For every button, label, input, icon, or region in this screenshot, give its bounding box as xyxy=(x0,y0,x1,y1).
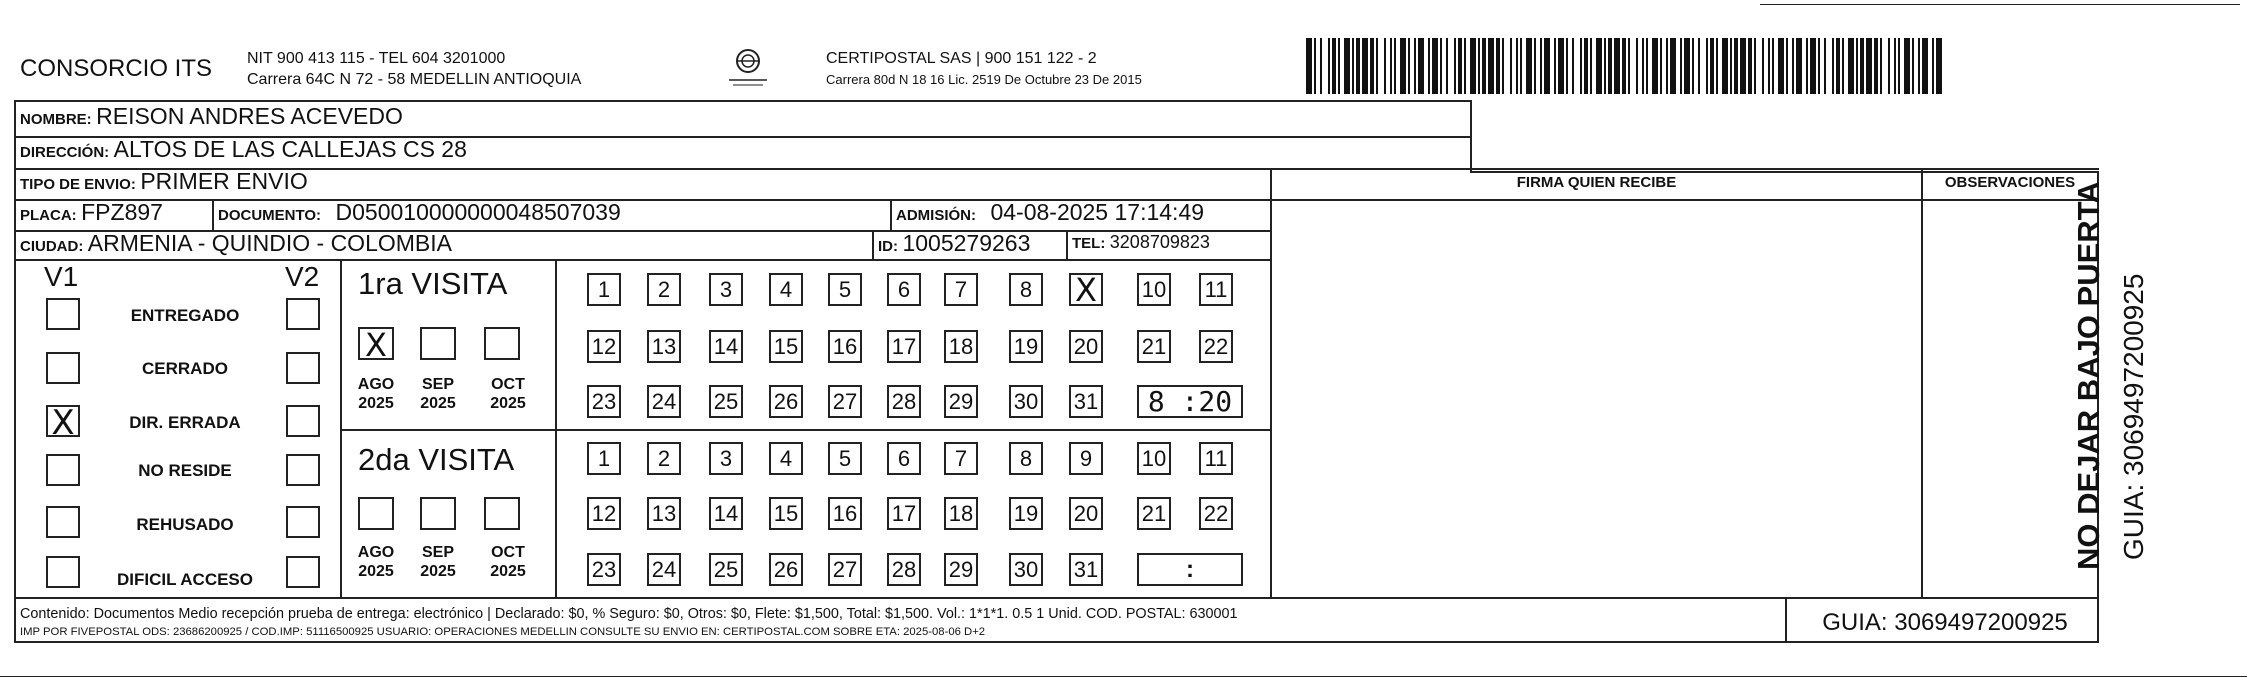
visit1-day-box[interactable] xyxy=(828,385,862,418)
v2-rehusado-checkbox[interactable] xyxy=(286,506,320,538)
day-number: 21 xyxy=(1141,334,1167,359)
visit2-month-ago-label xyxy=(346,543,406,581)
day-number: 11 xyxy=(1204,446,1228,471)
status-divider xyxy=(340,259,342,597)
visit2-day-box[interactable] xyxy=(1069,553,1103,586)
tel-divider xyxy=(1066,230,1068,260)
day-number: 27 xyxy=(832,557,858,582)
day-number: 21 xyxy=(1141,501,1167,526)
admission-value: 04-08-2025 17:14:49 xyxy=(990,199,1205,225)
visit1-day-box[interactable] xyxy=(1199,273,1233,306)
visit2-day-box[interactable] xyxy=(1009,497,1043,530)
address-label: DIRECCIÓN: xyxy=(20,144,110,161)
id-row xyxy=(878,230,1030,257)
v1-dificil-acceso-checkbox[interactable] xyxy=(46,556,80,588)
visit1-month-ago-box[interactable] xyxy=(358,326,394,364)
barcode xyxy=(1306,38,1942,94)
month-name: OCT xyxy=(491,376,525,393)
visit2-time-value: : xyxy=(1186,556,1194,583)
frame-top xyxy=(14,100,1470,102)
v2-dificil-acceso-checkbox[interactable] xyxy=(286,556,320,588)
footer-contents: Contenido: Documentos Medio recepción prueba de entrega: electrónico | Declarado: $0, % Seguro: $0, Otros: $0, Flete: $1,500, Total: $1,500. Vol.: 1*1*1. 0.5 1 Unid. COD. POSTAL: 630001 xyxy=(20,606,1238,622)
visit2-day-box[interactable] xyxy=(828,497,862,530)
certipostal-logo-icon xyxy=(723,46,773,90)
day-number: 23 xyxy=(591,557,617,582)
visit1-day-box[interactable] xyxy=(1137,330,1171,363)
company-name: CONSORCIO ITS xyxy=(20,55,213,82)
day-number: 2 xyxy=(657,446,671,471)
row-line-2 xyxy=(14,168,2099,170)
visit1-day-box[interactable] xyxy=(647,273,681,306)
visit1-day-box[interactable] xyxy=(587,273,621,306)
visit1-day-box[interactable] xyxy=(1069,271,1103,309)
month-mark: X xyxy=(365,326,387,364)
visit2-title: 2da VISITA xyxy=(358,442,515,477)
day-number: 8 xyxy=(1019,446,1033,471)
day-number: 17 xyxy=(891,334,917,359)
frame-step xyxy=(1470,171,2099,173)
day-number: 19 xyxy=(1013,501,1039,526)
day-number: 28 xyxy=(891,557,917,582)
status-option-label: NO RESIDE xyxy=(138,461,232,480)
day-number: 14 xyxy=(713,334,739,359)
v2-entregado-checkbox[interactable] xyxy=(286,298,320,330)
visit1-day-box[interactable] xyxy=(1137,273,1171,306)
visit1-day-box[interactable] xyxy=(769,330,803,363)
visit2-month-oct-box[interactable] xyxy=(484,497,520,530)
day-number: 22 xyxy=(1203,501,1229,526)
carrier-name: CERTIPOSTAL SAS | 900 151 122 - 2 xyxy=(826,50,1097,67)
month-year: 2025 xyxy=(358,395,394,412)
visit2-day-box[interactable] xyxy=(1069,442,1103,475)
visit1-month-ago-label xyxy=(346,375,406,413)
day-number: 6 xyxy=(897,446,911,471)
v2-label: V2 xyxy=(285,261,320,292)
side-guia: GUIA: 3069497200925 xyxy=(2118,273,2149,560)
visit2-day-box[interactable] xyxy=(1069,497,1103,530)
address-row xyxy=(20,136,467,163)
admission-row xyxy=(896,199,1204,226)
footer-guia-divider xyxy=(1785,597,1787,643)
day-number: 22 xyxy=(1203,334,1229,359)
visit1-month-sep-label xyxy=(408,375,468,413)
v2-no-reside-checkbox[interactable] xyxy=(286,454,320,486)
visit1-month-oct-box[interactable] xyxy=(484,327,520,360)
v2-dir-errada-checkbox[interactable] xyxy=(286,405,320,437)
tel-row xyxy=(1072,232,1210,253)
day-number: 26 xyxy=(773,557,799,582)
id-value: 1005279263 xyxy=(902,230,1031,256)
day-number: 11 xyxy=(1204,277,1228,302)
id-divider xyxy=(872,230,874,260)
day-number: 4 xyxy=(779,446,793,471)
visit2-day-box[interactable] xyxy=(944,442,978,475)
visit2-day-box[interactable] xyxy=(769,497,803,530)
day-number: 12 xyxy=(591,501,617,526)
day-number: 13 xyxy=(651,501,677,526)
day-number: 29 xyxy=(948,389,974,414)
company-address: Carrera 64C N 72 - 58 MEDELLIN ANTIOQUIA xyxy=(247,71,582,88)
visit2-day-box[interactable] xyxy=(769,442,803,475)
status-option-label: DIFICIL ACCESO xyxy=(116,570,253,589)
visit1-title: 1ra VISITA xyxy=(358,266,508,301)
tel-label: TEL: xyxy=(1072,235,1106,252)
visit2-month-sep-box[interactable] xyxy=(420,497,456,530)
document-value: D050010000000048507039 xyxy=(335,199,621,225)
visit1-day-box[interactable] xyxy=(887,330,921,363)
visit1-day-box[interactable] xyxy=(887,273,921,306)
day-number: 24 xyxy=(651,557,677,582)
v2-cerrado-checkbox[interactable] xyxy=(286,352,320,384)
visit1-day-box[interactable] xyxy=(647,330,681,363)
recipient-name: REISON ANDRES ACEVEDO xyxy=(96,103,403,129)
plate-value: FPZ897 xyxy=(81,199,163,225)
status-option-label: ENTREGADO xyxy=(130,306,240,325)
day-number: 14 xyxy=(713,501,739,526)
day-number: 17 xyxy=(891,501,917,526)
visit2-day-box[interactable] xyxy=(887,553,921,586)
day-mark: X xyxy=(1075,271,1097,309)
plate-row xyxy=(20,199,163,226)
visit2-day-box[interactable] xyxy=(709,442,743,475)
status-option-label: DIR. ERRADA xyxy=(129,413,241,432)
v1-dir-errada-checkbox[interactable] xyxy=(46,403,80,443)
v1-cerrado-checkbox[interactable] xyxy=(46,352,80,384)
visit2-month-ago-box[interactable] xyxy=(358,497,394,530)
day-number: 24 xyxy=(651,389,677,414)
day-number: 18 xyxy=(948,334,974,359)
day-number: 16 xyxy=(832,334,858,359)
side-notice: NO DEJAR BAJO PUERTA xyxy=(2071,181,2106,570)
day-number: 20 xyxy=(1073,501,1099,526)
status-option-label: REHUSADO xyxy=(136,515,234,534)
visit2-day-box[interactable] xyxy=(828,442,862,475)
day-number: 18 xyxy=(948,501,974,526)
v1-no-reside-checkbox[interactable] xyxy=(46,454,80,486)
day-number: 29 xyxy=(948,557,974,582)
visit1-day-box[interactable] xyxy=(1009,330,1043,363)
visit1-day-box[interactable] xyxy=(944,273,978,306)
day-number: 1 xyxy=(597,446,611,471)
day-number: 10 xyxy=(1141,446,1167,471)
visit1-day-box[interactable] xyxy=(1069,385,1103,418)
check-mark: X xyxy=(51,403,75,443)
visit1-day-box[interactable] xyxy=(1009,273,1043,306)
visit2-day-box[interactable] xyxy=(709,497,743,530)
visit2-month-sep-label xyxy=(408,543,468,581)
day-number: 25 xyxy=(713,557,739,582)
top-edge-line xyxy=(1760,4,2240,5)
visit1-day-box[interactable] xyxy=(587,385,621,418)
month-name: SEP xyxy=(421,376,454,393)
visit1-day-box[interactable] xyxy=(1009,385,1043,418)
month-name: OCT xyxy=(491,544,525,561)
admission-divider xyxy=(890,199,892,231)
visit2-day-box[interactable] xyxy=(769,553,803,586)
frame-left xyxy=(14,100,16,643)
visit1-day-box[interactable] xyxy=(709,330,743,363)
shipment-type: PRIMER ENVIO xyxy=(140,168,308,194)
tel-value: 3208709823 xyxy=(1109,232,1210,252)
day-number: 9 xyxy=(1079,446,1093,471)
visit2-day-box[interactable] xyxy=(587,442,621,475)
visit2-day-box[interactable] xyxy=(887,497,921,530)
visit2-day-box[interactable] xyxy=(709,553,743,586)
visit1-day-box[interactable] xyxy=(709,385,743,418)
day-number: 27 xyxy=(832,389,858,414)
day-number: 30 xyxy=(1013,557,1039,582)
cut-line xyxy=(0,676,2247,677)
observations-divider xyxy=(1921,168,1923,597)
visit2-day-box[interactable] xyxy=(587,497,621,530)
signature-divider xyxy=(1270,168,1272,597)
day-number: 16 xyxy=(832,501,858,526)
visit2-day-box[interactable] xyxy=(1137,497,1171,530)
visit1-day-box[interactable] xyxy=(769,385,803,418)
visit1-day-box[interactable] xyxy=(647,385,681,418)
name-label: NOMBRE: xyxy=(20,111,92,128)
visit1-day-box[interactable] xyxy=(587,330,621,363)
visit1-day-box[interactable] xyxy=(944,330,978,363)
day-number: 23 xyxy=(591,389,617,414)
visit1-day-box[interactable] xyxy=(944,385,978,418)
month-year: 2025 xyxy=(420,395,456,412)
visit1-day-box[interactable] xyxy=(769,273,803,306)
visit2-day-box[interactable] xyxy=(944,497,978,530)
day-number: 7 xyxy=(954,446,968,471)
day-number: 10 xyxy=(1141,277,1167,302)
admission-label: ADMISIÓN: xyxy=(896,207,976,224)
signature-header: FIRMA QUIEN RECIBE xyxy=(1516,174,1677,191)
recipient-address: ALTOS DE LAS CALLEJAS CS 28 xyxy=(113,136,467,162)
visit2-day-box[interactable] xyxy=(1009,442,1043,475)
day-number: 31 xyxy=(1073,389,1099,414)
day-number: 30 xyxy=(1013,389,1039,414)
visit1-time-value: 8 :20 xyxy=(1147,385,1233,418)
day-number: 28 xyxy=(891,389,917,414)
day-number: 3 xyxy=(719,277,733,302)
month-year: 2025 xyxy=(490,395,526,412)
day-number: 20 xyxy=(1073,334,1099,359)
day-number: 2 xyxy=(657,277,671,302)
visit2-day-box[interactable] xyxy=(828,553,862,586)
day-number: 7 xyxy=(954,277,968,302)
day-number: 19 xyxy=(1013,334,1039,359)
day-number: 13 xyxy=(651,334,677,359)
visit1-day-box[interactable] xyxy=(828,273,862,306)
visit1-day-box[interactable] xyxy=(1199,330,1233,363)
day-number: 31 xyxy=(1073,557,1099,582)
visit2-month-oct-label xyxy=(478,543,538,581)
row-line-5 xyxy=(14,259,1272,261)
carrier-license: Carrera 80d N 18 16 Lic. 2519 De Octubre 23 De 2015 xyxy=(826,72,1142,87)
month-name: AGO xyxy=(357,376,395,393)
day-number: 26 xyxy=(773,389,799,414)
day-number: 4 xyxy=(779,277,793,302)
visit1-month-sep-box[interactable] xyxy=(420,327,456,360)
visit2-day-box[interactable] xyxy=(1199,497,1233,530)
plate-label: PLACA: xyxy=(20,207,77,224)
company-nit: NIT 900 413 115 - TEL 604 3201000 xyxy=(247,50,506,67)
visit2-day-box[interactable] xyxy=(1137,442,1171,475)
city-label: CIUDAD: xyxy=(20,238,84,255)
day-number: 15 xyxy=(773,501,799,526)
v1-rehusado-checkbox[interactable] xyxy=(46,506,80,538)
city-value: ARMENIA - QUINDIO - COLOMBIA xyxy=(87,230,452,256)
name-row xyxy=(20,103,403,130)
month-year: 2025 xyxy=(490,563,526,580)
visit2-day-box[interactable] xyxy=(647,553,681,586)
visit1-day-box[interactable] xyxy=(709,273,743,306)
visit2-day-box[interactable] xyxy=(944,553,978,586)
type-label: TIPO DE ENVIO: xyxy=(20,176,136,193)
visit1-day-box[interactable] xyxy=(1069,330,1103,363)
day-number: 5 xyxy=(838,446,852,471)
plate-divider xyxy=(212,199,214,231)
visit2-time-box[interactable] xyxy=(1137,553,1243,586)
day-number: 6 xyxy=(897,277,911,302)
visit-divider xyxy=(340,429,1272,431)
visit2-day-box[interactable] xyxy=(647,497,681,530)
day-number: 15 xyxy=(773,334,799,359)
day-number: 25 xyxy=(713,389,739,414)
observations-header: OBSERVACIONES xyxy=(1944,174,2076,191)
visit1-month-oct-label xyxy=(478,375,538,413)
month-name: AGO xyxy=(357,544,395,561)
visit1-day-box[interactable] xyxy=(887,385,921,418)
day-number: 5 xyxy=(838,277,852,302)
day-number: 8 xyxy=(1019,277,1033,302)
visit2-day-box[interactable] xyxy=(887,442,921,475)
visit1-day-box[interactable] xyxy=(828,330,862,363)
footer-guia: GUIA: 3069497200925 xyxy=(1822,609,2068,636)
type-row xyxy=(20,168,308,195)
month-year: 2025 xyxy=(358,563,394,580)
month-year: 2025 xyxy=(420,563,456,580)
day-number: 1 xyxy=(597,277,611,302)
day-number: 3 xyxy=(719,446,733,471)
city-row xyxy=(20,230,452,257)
document-row xyxy=(218,199,621,226)
id-label: ID: xyxy=(878,238,898,255)
day-number: 12 xyxy=(591,334,617,359)
visit2-day-box[interactable] xyxy=(587,553,621,586)
v1-label: V1 xyxy=(44,261,79,292)
v1-entregado-checkbox[interactable] xyxy=(46,298,80,330)
visit2-day-box[interactable] xyxy=(647,442,681,475)
footer-print-info: IMP POR FIVEPOSTAL ODS: 23686200925 / COD.IMP: 51116500925 USUARIO: OPERACIONES MEDELLIN CONSULTE SU ENVIO EN: CERTIPOSTAL.COM SOBRE ETA: 2025-08-06 D+2 xyxy=(20,626,986,638)
visit2-day-box[interactable] xyxy=(1009,553,1043,586)
status-option-label: CERRADO xyxy=(142,359,228,378)
month-name: SEP xyxy=(421,544,454,561)
months-divider xyxy=(555,259,557,597)
visit2-day-box[interactable] xyxy=(1199,442,1233,475)
document-label: DOCUMENTO: xyxy=(218,207,322,224)
visit1-time-box[interactable] xyxy=(1137,385,1243,418)
